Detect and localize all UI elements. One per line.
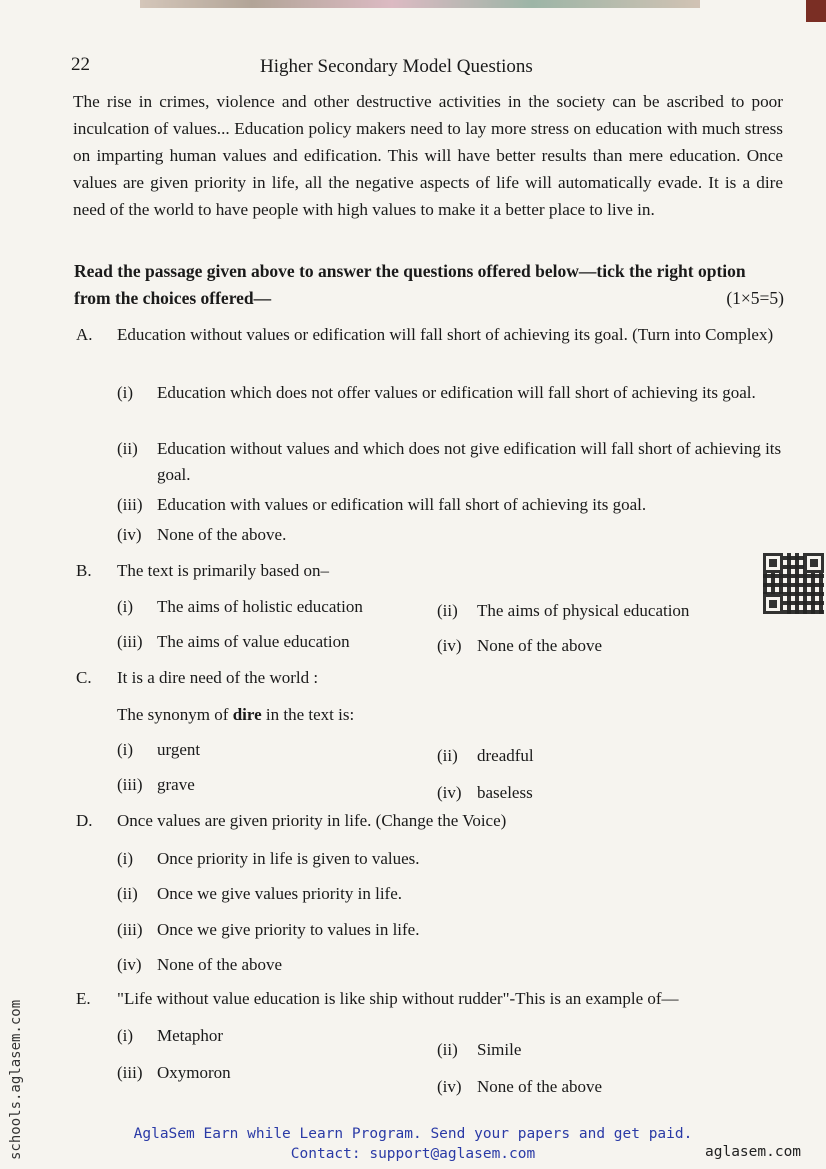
option-text: None of the above. bbox=[157, 525, 287, 544]
passage-text: The rise in crimes, violence and other destructive activities in the society can be ascribed to poor inculcation of values... Education policy makers need to lay more stress on education with much stress on imparting human values and edification. This will have better results than mere education. Once values are given priority in life, all the negative aspects of life will automatically evade. It is a dire need of the world to have people with high values to make it a better place to live in. bbox=[73, 92, 783, 219]
option-number: (i) bbox=[117, 597, 134, 616]
option-text: Once we give values priority in life. bbox=[157, 884, 403, 903]
page-edge-shadow bbox=[806, 0, 826, 22]
question-c-subprompt bbox=[117, 702, 354, 728]
option-text: Education with values or edification will fall short of achieving its goal. bbox=[157, 495, 647, 514]
qr-code bbox=[763, 553, 824, 614]
subprompt-prefix: The synonym of bbox=[117, 705, 233, 724]
option-text: urgent bbox=[157, 740, 201, 759]
option-text: The aims of physical education bbox=[477, 601, 690, 620]
option-text: The aims of value education bbox=[157, 632, 350, 651]
qr-finder-top-right bbox=[804, 553, 824, 573]
marks-allotted: (1×5=5) bbox=[726, 288, 784, 308]
question-text: Once values are given priority in life. (Change the Voice) bbox=[117, 811, 507, 830]
option-text: Education without values and which does not give edification will fall short of achieving its goal. bbox=[157, 439, 782, 484]
option-number: (iii) bbox=[117, 775, 143, 794]
question-letter: D. bbox=[76, 811, 93, 830]
option-text: None of the above bbox=[477, 636, 603, 655]
option-text: Once priority in life is given to values. bbox=[157, 849, 420, 868]
option-number: (iv) bbox=[117, 525, 142, 544]
subprompt-suffix: in the text is: bbox=[261, 705, 355, 724]
footer-watermark bbox=[0, 1124, 826, 1164]
side-watermark: schools.aglasem.com bbox=[8, 999, 24, 1160]
option-number: (i) bbox=[117, 1026, 134, 1045]
page-number: 22 bbox=[71, 54, 90, 75]
instruction-body: Read the passage given above to answer the questions offered below—tick the right option from the choices offered— bbox=[74, 261, 746, 308]
question-letter: A. bbox=[76, 325, 93, 344]
option-number: (i) bbox=[117, 740, 134, 759]
option-text: The aims of holistic education bbox=[157, 597, 363, 616]
subprompt-keyword: dire bbox=[232, 705, 262, 724]
option-number: (iv) bbox=[437, 783, 462, 802]
option-number: (iii) bbox=[117, 920, 143, 939]
question-letter: C. bbox=[76, 668, 92, 687]
option-number: (ii) bbox=[437, 746, 458, 765]
top-photo-strip bbox=[140, 0, 700, 8]
option-text: Simile bbox=[477, 1040, 522, 1059]
running-header-title: Higher Secondary Model Questions bbox=[260, 56, 533, 77]
option-number: (i) bbox=[117, 849, 134, 868]
option-number: (i) bbox=[117, 383, 134, 402]
option-number: (ii) bbox=[117, 439, 138, 458]
footer-brand-link[interactable]: aglasem.com bbox=[705, 1144, 802, 1160]
question-text: The text is primarily based on– bbox=[117, 561, 329, 580]
footer-promo-line: AglaSem Earn while Learn Program. Send your papers and get paid. bbox=[133, 1126, 693, 1142]
option-number: (iv) bbox=[117, 955, 142, 974]
option-text: grave bbox=[157, 775, 195, 794]
option-number: (ii) bbox=[437, 1040, 458, 1059]
footer-contact-line[interactable]: Contact: support@aglasem.com bbox=[290, 1146, 536, 1162]
option-number: (iii) bbox=[117, 632, 143, 651]
option-number: (iii) bbox=[117, 1063, 143, 1082]
question-letter: E. bbox=[76, 989, 91, 1008]
option-number: (iii) bbox=[117, 495, 143, 514]
instruction-text bbox=[74, 258, 784, 312]
option-number: (iv) bbox=[437, 1077, 462, 1096]
question-text: It is a dire need of the world : bbox=[117, 668, 319, 687]
option-text: Oxymoron bbox=[157, 1063, 231, 1082]
option-number: (ii) bbox=[117, 884, 138, 903]
option-text: None of the above bbox=[157, 955, 283, 974]
question-letter: B. bbox=[76, 561, 92, 580]
option-text: baseless bbox=[477, 783, 533, 802]
option-text: dreadful bbox=[477, 746, 534, 765]
question-text: "Life without value education is like ship without rudder"-This is an example of— bbox=[117, 989, 679, 1008]
option-number: (iv) bbox=[437, 636, 462, 655]
option-number: (ii) bbox=[437, 601, 458, 620]
question-text: Education without values or edification will fall short of achieving its goal. (Turn into Complex) bbox=[117, 325, 774, 344]
qr-finder-bottom-left bbox=[763, 594, 783, 614]
option-text: Once we give priority to values in life. bbox=[157, 920, 420, 939]
option-text: None of the above bbox=[477, 1077, 603, 1096]
option-text: Education which does not offer values or edification will fall short of achieving its goal. bbox=[157, 383, 756, 402]
option-text: Metaphor bbox=[157, 1026, 224, 1045]
qr-finder-top-left bbox=[763, 553, 783, 573]
